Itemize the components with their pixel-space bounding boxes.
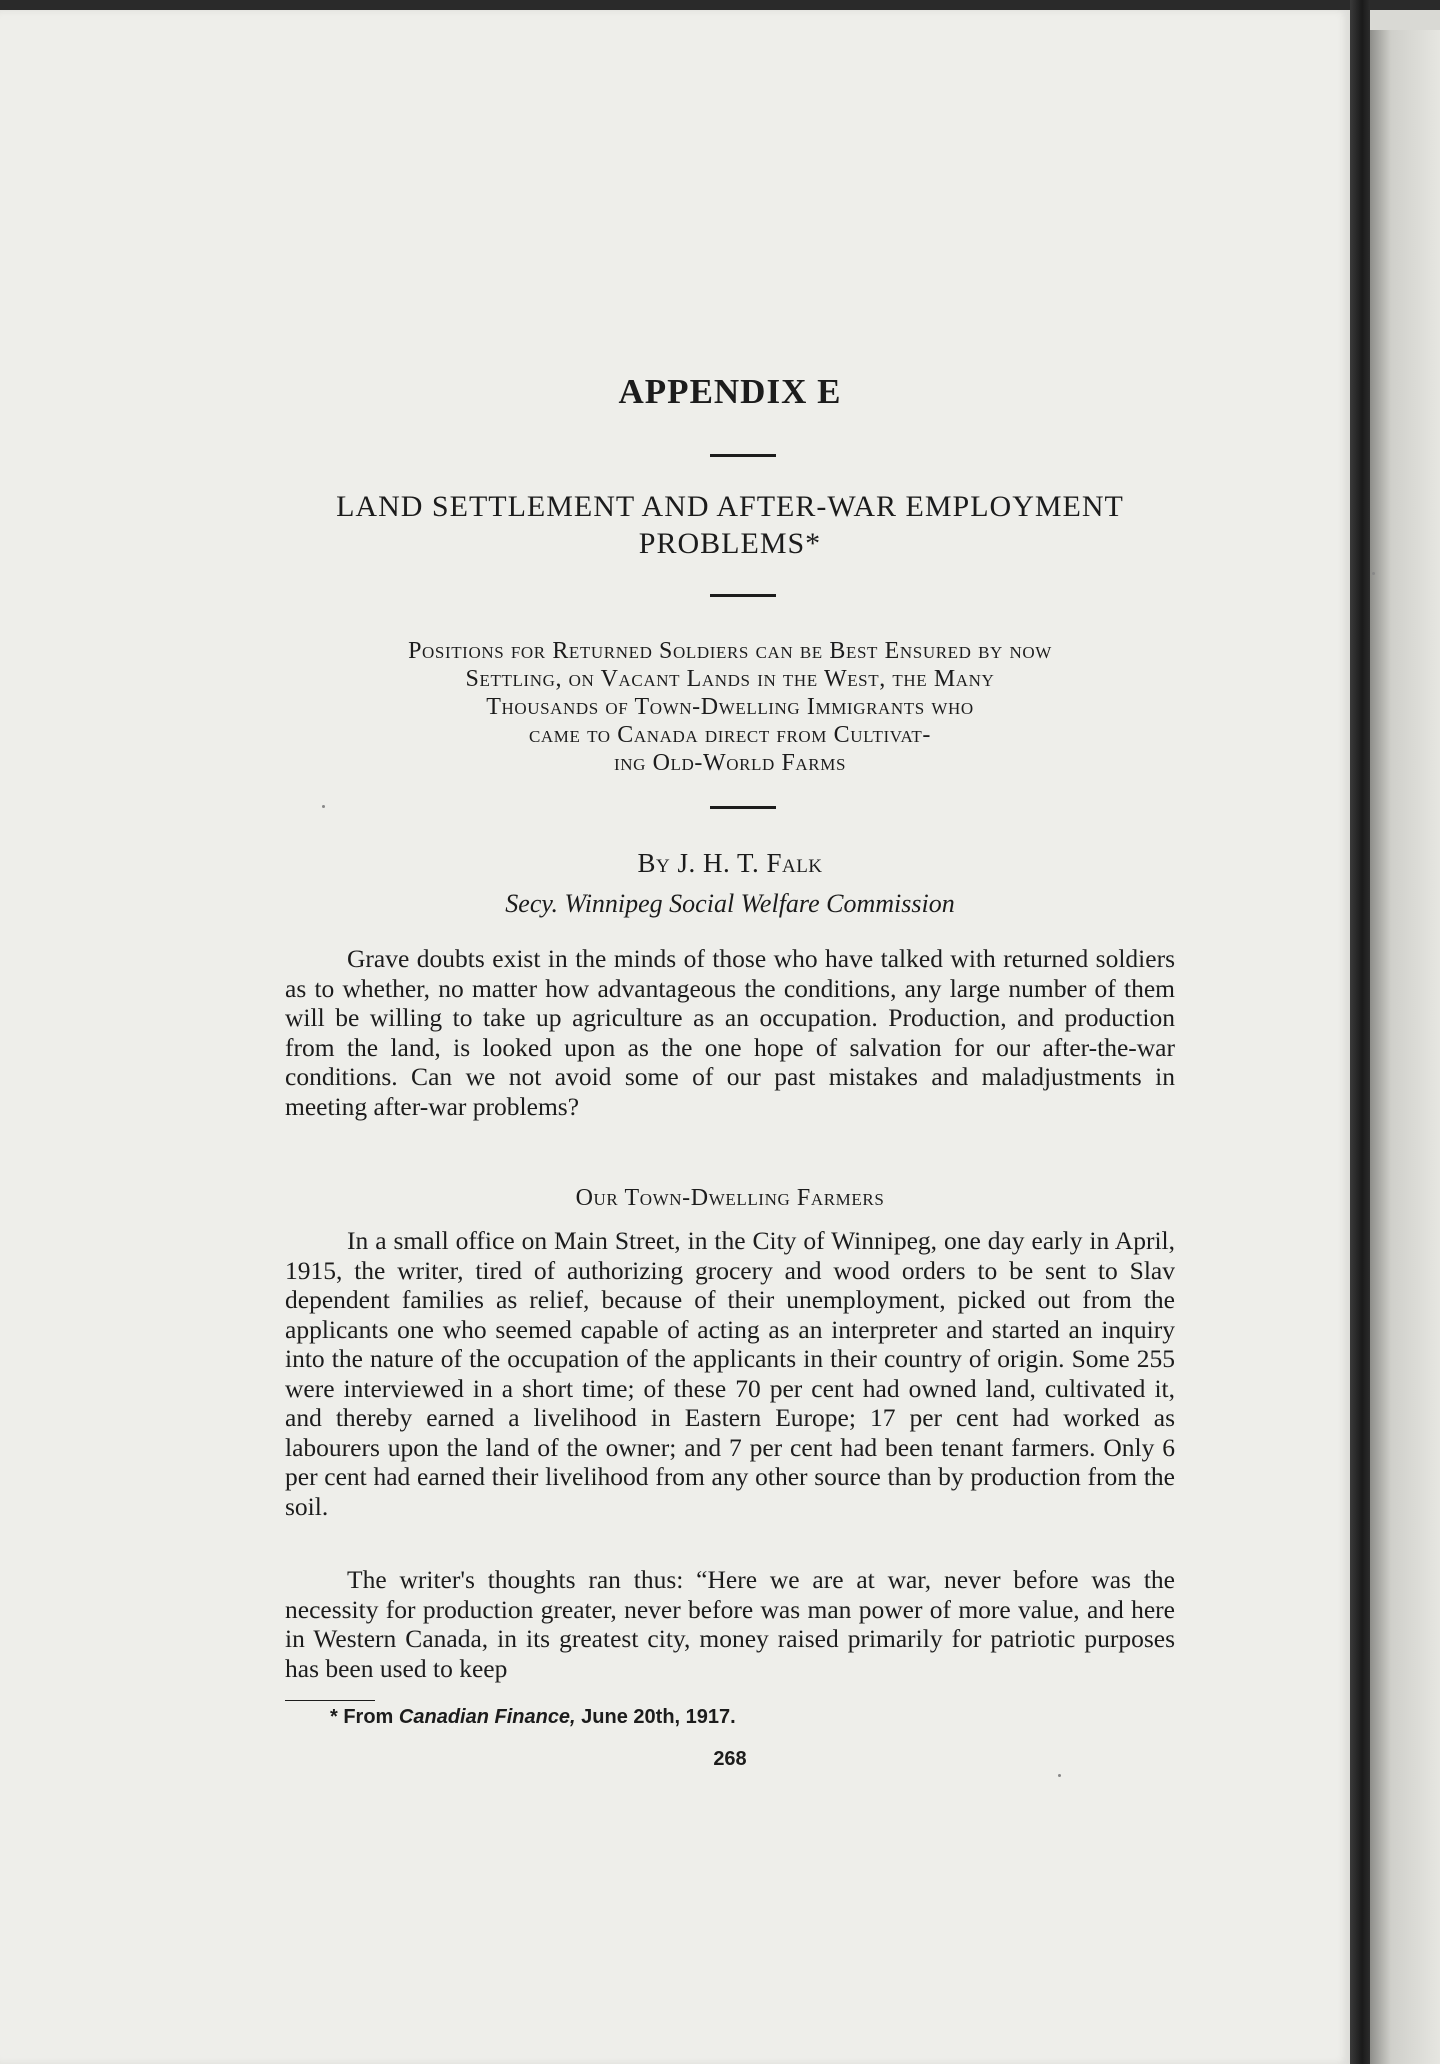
author-affiliation: Secy. Winnipeg Social Welfare Commission xyxy=(505,889,955,918)
article-subtitle xyxy=(285,637,1175,777)
footnote-rule xyxy=(285,1700,375,1701)
subtitle-line: came to Canada direct from Cultivat- xyxy=(528,722,932,748)
page-number: 268 xyxy=(713,1748,747,1770)
body-paragraph: The writer's thoughts ran thus: “Here we are at war, never before was the necessity for production greater, never before was man power of more value, and here in Western Canada, in its greatest city, money raised primarily for patriotic purposes has been used to keep xyxy=(285,1565,1175,1683)
subtitle-line: Positions for Returned Soldiers can be Best Ensured by now xyxy=(408,638,1052,664)
intro-paragraph: Grave doubts exist in the minds of those who have talked with returned soldiers as to whether, no matter how advantageous the conditions, any large number of them will be willing to take up agriculture as an occupation. Production, and production from the land, is looked upon as the one hope of salvation for our after-the-war conditions. Can we not avoid some of our past mistakes and maladjustments in meeting after-war problems? xyxy=(285,944,1175,1121)
footnote-source: Canadian Finance, xyxy=(398,1706,576,1728)
scan-top-edge xyxy=(0,0,1440,10)
footnote xyxy=(330,1706,1170,1729)
author-byline: By J. H. T. Falk xyxy=(637,848,823,878)
body-paragraph: In a small office on Main Street, in the City of Winnipeg, one day early in April, 1915, the writer, tired of authorizing grocery and wood orders to be sent to Slav dependent families as relief, because of their unemployment, picked out from the applicants one who seemed capable of acting as an interpreter and started an inquiry into the nature of the occupation of the applicants in their country of origin. Some 255 were interviewed in a short time; of these 70 per cent had owned land, cultivated it, and thereby earned a livelihood in Eastern Europe; 17 per cent had worked as labourers upon the land of the owner; and 7 per cent had been tenant farmers. Only 6 per cent had earned their livelihood from any other source than by production from the soil. xyxy=(285,1226,1175,1521)
footnote-date: June 20th, 1917. xyxy=(575,1706,736,1728)
scan-speck xyxy=(1058,1774,1061,1777)
subtitle-rule xyxy=(710,806,776,809)
subtitle-line: ing Old-World Farms xyxy=(613,750,847,776)
scan-speck xyxy=(1372,572,1375,575)
title-rule xyxy=(710,454,776,457)
scan-speck xyxy=(322,805,325,808)
section-heading: Our Town-Dwelling Farmers xyxy=(575,1185,885,1211)
subtitle-line: Thousands of Town-Dwelling Immigrants who xyxy=(486,694,974,720)
subtitle-line: Settling, on Vacant Lands in the West, the Many xyxy=(465,666,995,692)
appendix-title: APPENDIX E xyxy=(618,372,842,411)
title-rule xyxy=(710,594,776,597)
article-title-line: PROBLEMS* xyxy=(638,527,822,560)
footnote-marker: * From xyxy=(330,1706,399,1728)
article-title xyxy=(285,488,1175,562)
facing-page-edge xyxy=(1370,30,1440,2064)
article-title-line: LAND SETTLEMENT AND AFTER-WAR EMPLOYMENT xyxy=(336,490,1124,523)
page-edge-shadow xyxy=(1350,0,1370,2064)
